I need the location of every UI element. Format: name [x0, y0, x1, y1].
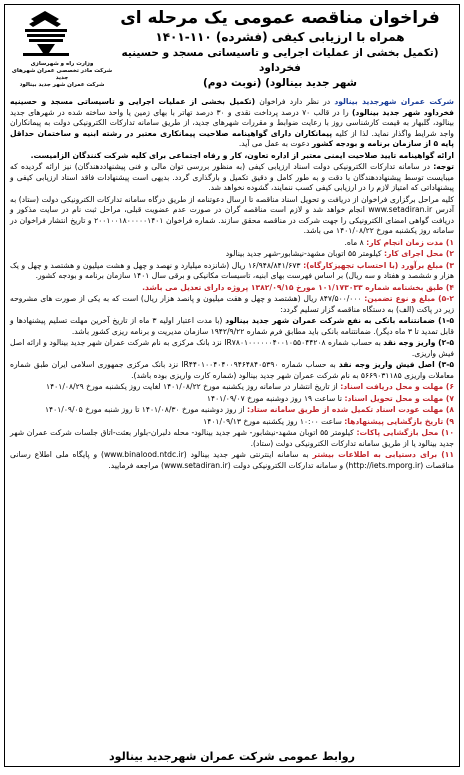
list-item — [10, 382, 454, 393]
item-text: به سامانه اینترنتی شهر جدید بینالود (www.binalood.ntdc.ir) و پایگاه ملی اطلاع رسانی مناقصات (http://iets.mporg.ir) و سامانه تدارکات الکترونیکی دولت (www.setadiran.ir) مراجعه فرمایید. — [10, 450, 454, 470]
item-text: ۱۶/۹۴۸/۸۴۱/۶۷۳ ریال (شانزده میلیارد و نهصد و چهل و هشت میلیون و هشتصد و چهل و یک هزار و ششصد و هفتاد و سه ریال) بر اساس فهرست بهای ابنیه، تاسیسات مکانیکی و برقی سال ۱۴۰۱ سازمان برنامه و بودجه کشور. — [10, 260, 454, 280]
conditions-list — [10, 238, 454, 472]
item-text: تا ساعت ۱۹ روز دوشنبه مورخ ۱۴۰۱/۰۹/۰۷ — [206, 393, 345, 403]
item-text: ۸ ماه. — [344, 237, 367, 247]
project-title-line1: (تکمیل بخشی از عملیات اجرایی و تاسیساتی مسجد و حسینیه فخرداود — [121, 47, 439, 74]
item-label: ۵-۲) مبلغ و نوع تضمین: — [364, 294, 454, 303]
project-title-line2: شهر جدید بینالود) (نوبت دوم) — [202, 77, 357, 89]
item-label: ۱-۵) ضمانتنامه بانکی به نفع شرکت عمران شهر جدید بینالود — [225, 316, 454, 325]
item-label: ۱۱) برای دستیابی به اطلاعات بیشتر — [312, 450, 454, 459]
ministry-name: وزارت راه و شهرسازی — [30, 61, 94, 67]
item-label: ۳) مبلغ برآورد (با احتساب تجهیزکارگاه): — [303, 260, 454, 270]
project-highlight: (تکمیل بخشی از عملیات اجرایی و تاسیساتی مسجد و حسینیه فخرداود شهر جدید بینالود) — [10, 97, 454, 117]
list-item — [10, 428, 454, 449]
item-label: ۹) تاریخ بازگشایی پیشنهادها: — [344, 416, 454, 426]
parent-company-name: شرکت مادر تخصصی عمران شهرهای جدید — [11, 68, 113, 81]
intro-text: در نظر دارد فراخوان — [255, 97, 335, 106]
tender-notice — [4, 4, 460, 767]
item-label: ۳-۵) اصل فیش واریز وجه نقد — [338, 360, 455, 369]
title-block — [105, 7, 455, 91]
list-item — [10, 405, 454, 416]
attention-label: توجه: — [433, 162, 454, 171]
list-item — [10, 238, 454, 249]
item-label: ۴) طبق بخشنامه شماره ۱۰۱/۱۷۳۰۳۳ مورخ ۱۳۸۲/۰۹/۱۵ پروژه دارای تعدیل می باشد. — [142, 282, 454, 292]
item-label: ۷) مهلت و محل تحویل اسناد: — [344, 393, 454, 403]
list-item — [10, 450, 454, 471]
company-logo — [15, 9, 77, 59]
list-item — [10, 394, 454, 405]
item-text: به حساب شماره IR۴۴۰۱۰۰۴۰۴۰۰۹۴۶۴۸۴۰۵۳۹۰ نزد بانک مرکزی جمهوری اسلامی ایران طبق شماره معاملات واریزی ۵۶۶۹۰۳۱۱۸۵ به نام شرکت عمران شهر جدید بینالود (شماره کارت واریزی بوده باشد). — [10, 360, 454, 380]
list-item — [10, 338, 454, 359]
attention-note — [10, 162, 454, 194]
safety-note: ارائه گواهینامه تایید صلاحیت ایمنی معتبر از اداره تعاون، کار و رفاه اجتماعی برای کلیه شرکت کنندگان الزامیست. — [30, 150, 454, 160]
item-label: ۱۰) محل بازگشایی پاکات: — [356, 428, 454, 437]
intro-text-3: دعوت به عمل می آید. — [238, 139, 312, 148]
list-item — [10, 283, 454, 294]
item-text: کیلومتر ۵۵ اتوبان مشهد-نیشابور- شهر جدید بینالود- محله دلبران-بلوار بعثت-اتاق جلسات شرکت عمران شهر جدید بینالود یا از طریق سامانه تدارکات الکترونیکی دولت (ستاد). — [10, 428, 454, 448]
process-paragraph: کلیه مراحل برگزاری فراخوان از دریافت و تحویل اسناد مناقصه تا ارسال دعوتنامه از طریق درگاه سامانه تدارکات الکترونیکی دولت (ستاد) به آدرس www.setadiran.ir انجام خواهد شد و لازم است مناقصه گران در صورت عدم عضویت قبلی، مراحل ثبت نام در سایت مذکور و دریافت گواهی امضای الکترونیکی را جهت شرکت در مناقصه محقق سازند. شماره فراخوان ۲۰۰۱۰۰۱۸۰۰۰۰۰۱۴۰۱ و تاریخ انتشار فراخوان در سامانه روز یکشنبه مورخ ۱۴۰۱/۰۸/۲۲ می باشد. — [10, 194, 454, 235]
item-text: از تاریخ انتشار در سامانه روز یکشنبه مورخ ۱۴۰۱/۰۸/۲۲ لغایت روز یکشنبه مورخ ۱۴۰۱/۰۸/۲۹ — [46, 382, 341, 391]
item-label: ۸) مهلت عودت اسناد تکمیل شده از طریق سامانه ستاد: — [247, 405, 454, 414]
item-text: (با مدت اعتبار اولیه ۳ ماه از تاریخ آخرین مهلت تسلیم پیشنهادها و قابل تمدید تا ۳ ماه دیگر). ضمانتنامه بانکی باید مطابق فرم شماره ۱۹۴۲/۹/۲۲ سازمان مدیریت و برنامه ریزی کشور باشد. — [10, 316, 454, 336]
contractor-requirement: پیمانکاران دارای گواهینامه صلاحیت پیمانکاری معتبر در رشته ابنیه و ساختمان حداقل پایه ۵ از سازمان برنامه و بودجه کشور — [10, 128, 454, 148]
notice-header — [5, 5, 459, 97]
item-label: ۲-۵) واریز وجه نقد — [383, 338, 454, 347]
notice-subtitle: همراه با ارزیابی کیفی (فشرده) ۱۱۰-۱۴۰۱ — [155, 30, 405, 44]
list-item — [10, 316, 454, 337]
company-highlight: شرکت عمران شهرجدید بینالود — [334, 97, 454, 106]
list-item — [10, 360, 454, 381]
footer-signature: روابط عمومی شرکت عمران شهرجدید بینالود — [109, 750, 355, 763]
item-label: ۲) محل اجرای کار: — [383, 249, 454, 258]
list-item — [10, 417, 454, 428]
intro-text-2: را در قالب ۷۰ درصد پرداخت نقدی و ۳۰ درصد تهاتر با بهای زمین یا واحد ساخته شده در شهرهای جدید بینالود، گلبهار به قیمت کارشناسی روز با رعایت ضوابط و مقررات شهرهای جدید، از طریق سامانه تدارکات الکترونیکی دولت به پیمانکاران واجد شرایط واگذار نماید. لذا از کلیه — [10, 107, 454, 138]
item-text: ساعت ۱۰:۰۰ روز یکشنبه مورخ ۱۴۰۱/۰۹/۱۳ — [203, 416, 345, 426]
notice-body — [5, 97, 459, 471]
notice-title: فراخوان مناقصه عمومی یک مرحله ای — [120, 8, 440, 28]
list-item — [10, 294, 454, 315]
attention-text: در سامانه تدارکات الکترونیکی دولت اسناد ارزیابی کیفی (به منظور بررسی توان مالی و فنی پیشنهاددهندگان) نیز ارائه گردیده که میبایست توسط پیشنهاددهندگان با دقت و به طور کامل و دقیق تکمیل و بارگذاری گردد. بدیهی است پیشنهادات فاقد اسناد ارزیابی کیفی و پیشنهاداتی که امتیاز لازم را در ارزیابی کیفی کسب ننمایند، گشوده نخواهد شد. — [10, 162, 454, 192]
item-text: کیلومتر ۵۵ اتوبان مشهد-نیشابور-شهر جدید بینالود — [225, 249, 384, 258]
item-label: ۱) مدت زمان انجام کار: — [366, 237, 454, 247]
item-text: به حساب شماره IR۷۸۰۱۰۰۰۰۰۰۴۰۰۱۰۵۵۰۴۴۲۰۸ نزد بانک مرکزی به نام شرکت عمران شهر جدید بینالود و ارائه اصل فیش واریزی. — [10, 338, 454, 358]
list-item — [10, 261, 454, 282]
intro-paragraph — [10, 97, 454, 150]
list-item — [10, 249, 454, 260]
item-label: ۶) مهلت و محل دریافت اسناد: — [340, 382, 454, 391]
organization-name — [7, 61, 117, 89]
item-text: از روز دوشنبه مورخ ۱۴۰۱/۰۸/۳۰ تا روز شنبه مورخ ۱۴۰۱/۰۹/۰۵ — [44, 405, 248, 414]
company-name: شرکت عمران شهر جدید بینالود — [19, 82, 105, 88]
item-text: ۸۴۷/۵۰۰/۰۰۰ ریال (هشتصد و چهل و هفت میلیون و پانصد هزار ریال) است که به یکی از صورت های مشروحه زیر در پاکت (الف) به دستگاه مناقصه گزار تسلیم گردد: — [10, 294, 454, 314]
